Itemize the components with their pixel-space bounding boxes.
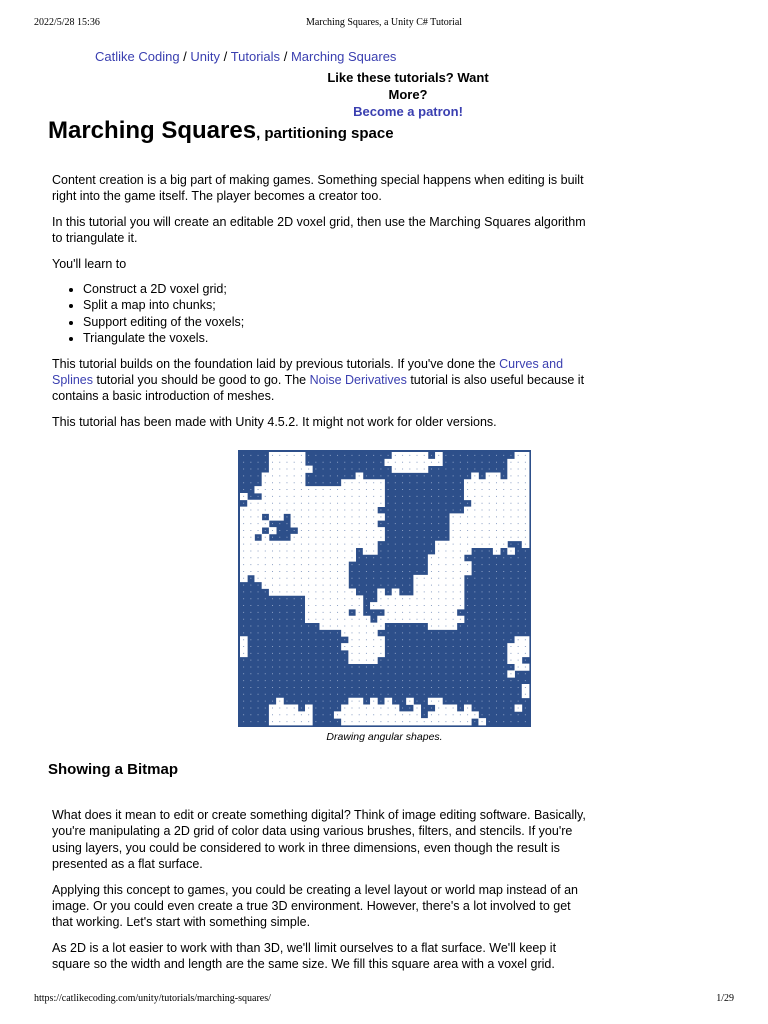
learn-heading: You'll learn to [52, 256, 127, 271]
patron-box [308, 69, 508, 120]
prerequisites-text: tutorial is also useful because it contains a basic introduction of meshes. [52, 373, 585, 404]
learn-list-item: • Split a map into chunks; [83, 297, 592, 313]
learn-list-item: • Construct a 2D voxel grid; [83, 281, 592, 297]
breadcrumb-link-unity[interactable]: Unity [190, 49, 221, 64]
learn-list-item: • Support editing of the voxels; [83, 314, 592, 330]
intro-section [52, 172, 592, 439]
become-patron-link[interactable]: Become a patron! [353, 104, 463, 119]
prerequisites-paragraph [52, 356, 592, 405]
print-datetime: 2022/5/28 15:36 [34, 17, 100, 28]
breadcrumb-separator: / [283, 49, 288, 64]
voxel-grid-image [238, 450, 531, 727]
bitmap-section [52, 807, 592, 982]
print-page-number: 1/29 [716, 993, 734, 1004]
patron-prompt: Like these tutorials? Want More? [327, 70, 489, 102]
section-paragraph: As 2D is a lot easier to work with than 3D, we'll limit ourselves to a flat surface. We'll keep it square so the width and length are the same size. We fill this square area with a voxel grid. [52, 940, 557, 972]
intro-paragraph: Content creation is a big part of making games. Something special happens when editing is built right into the game itself. The player becomes a creator too. [52, 173, 584, 204]
page-subtitle: , partitioning space [256, 125, 394, 142]
noise-derivatives-link[interactable]: Noise Derivatives [309, 373, 407, 388]
print-document-title: Marching Squares, a Unity C# Tutorial [305, 17, 463, 28]
figure-caption: Drawing angular shapes. [326, 731, 443, 743]
prerequisites-text: tutorial you should be good to go. The [93, 373, 310, 388]
breadcrumb-link-tutorials[interactable]: Tutorials [230, 49, 281, 64]
unity-version-paragraph: This tutorial has been made with Unity 4.5.2. It might not work for older versions. [52, 414, 497, 429]
page-title [48, 115, 394, 150]
intro-paragraph: In this tutorial you will create an editable 2D voxel grid, then use the Marching Squares algorithm to triangulate it. [52, 214, 586, 246]
breadcrumb-link-marching-squares[interactable]: Marching Squares [290, 49, 397, 64]
section-paragraph: What does it mean to edit or create something digital? Think of image editing software. Basically, you're manipulating a 2D grid of color data using various brushes, filters, and stencils. If you're using layers, you could be considered to work in three dimensions, even though the result is presented as a flat surface. [52, 808, 586, 872]
breadcrumb-link-catlike-coding[interactable]: Catlike Coding [95, 49, 180, 64]
breadcrumb-separator: / [183, 49, 187, 64]
page-title-main: Marching Squares [48, 117, 257, 144]
breadcrumb-separator: / [223, 49, 228, 64]
curves-and-splines-link[interactable]: Curves and Splines [52, 356, 564, 388]
learn-list [52, 281, 592, 347]
prerequisites-text: This tutorial builds on the foundation laid by previous tutorials. If you've done the [52, 356, 500, 371]
print-url: https://catlikecoding.com/unity/tutorials/marching-squares/ [34, 993, 271, 1004]
section-heading: Showing a Bitmap [48, 761, 179, 778]
voxel-figure [238, 450, 531, 743]
breadcrumb [95, 49, 396, 64]
section-paragraph: Applying this concept to games, you could be creating a level layout or world map instead of an image. Or you could even create a true 3D environment. However, there's a lot involved to get that working. Let's start with something simple. [52, 882, 579, 930]
learn-list-item: • Triangulate the voxels. [83, 330, 592, 346]
